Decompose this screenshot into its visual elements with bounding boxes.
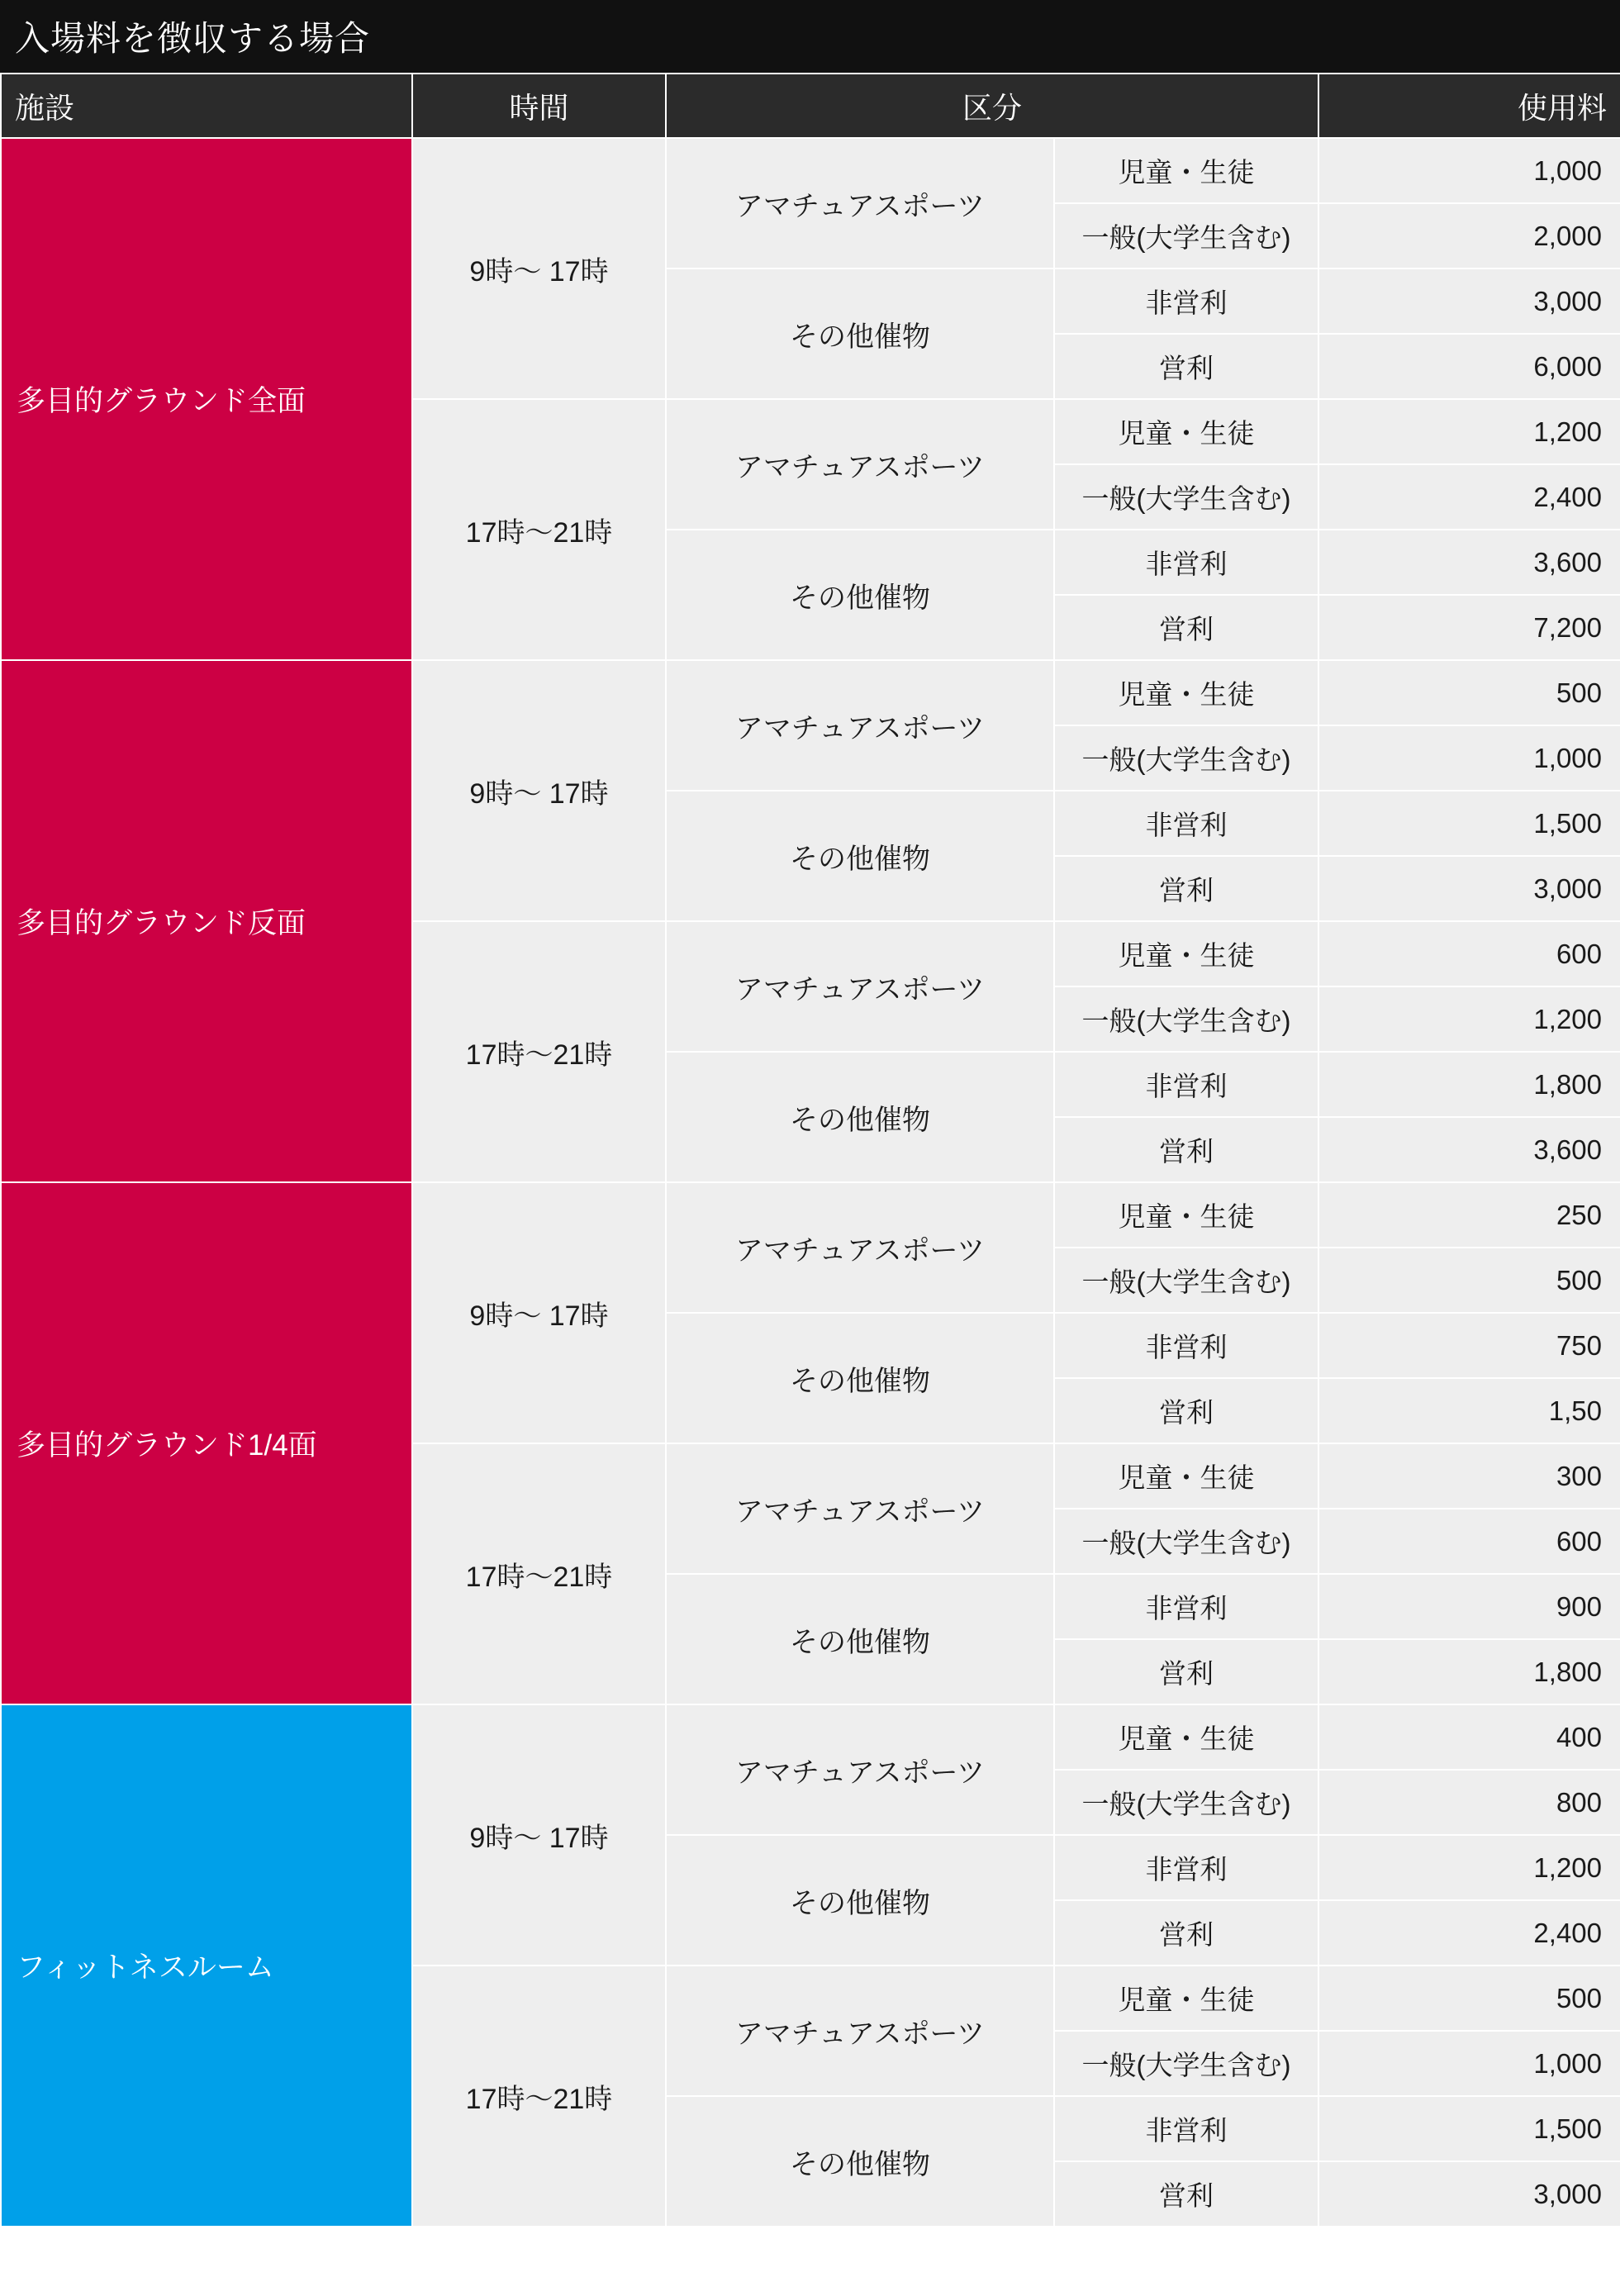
facility-name-cell: 多目的グラウンド1/4面: [1, 1182, 412, 1704]
subcategory-cell: 非営利: [1054, 269, 1318, 334]
category-cell: アマチュアスポーツ: [666, 1182, 1054, 1313]
subcategory-cell: 児童・生徒: [1054, 138, 1318, 203]
time-slot-cell: 9時〜 17時: [412, 660, 666, 921]
usage-fee-table: [0, 73, 1620, 2227]
subcategory-cell: 営利: [1054, 595, 1318, 660]
column-header-facility: 施設: [1, 74, 412, 138]
fee-cell: 500: [1318, 660, 1620, 725]
fee-cell: 500: [1318, 1248, 1620, 1313]
time-slot-cell: 17時〜21時: [412, 921, 666, 1182]
fee-cell: 2,400: [1318, 464, 1620, 530]
fee-cell: 1,200: [1318, 1835, 1620, 1900]
fee-cell: 300: [1318, 1443, 1620, 1509]
column-header-kind: 区分: [666, 74, 1318, 138]
subcategory-cell: 非営利: [1054, 1574, 1318, 1639]
subcategory-cell: 非営利: [1054, 1835, 1318, 1900]
subcategory-cell: 児童・生徒: [1054, 1182, 1318, 1248]
table-header: [1, 74, 1620, 138]
table-body: [1, 138, 1620, 2227]
category-cell: その他催物: [666, 1574, 1054, 1704]
time-slot-cell: 9時〜 17時: [412, 1182, 666, 1443]
time-slot-cell: 9時〜 17時: [412, 1704, 666, 1966]
fee-cell: 3,000: [1318, 269, 1620, 334]
category-cell: アマチュアスポーツ: [666, 1966, 1054, 2096]
table-row: [1, 1182, 1620, 1248]
subcategory-cell: 非営利: [1054, 791, 1318, 856]
subcategory-cell: 一般(大学生含む): [1054, 725, 1318, 791]
subcategory-cell: 営利: [1054, 334, 1318, 399]
subcategory-cell: 一般(大学生含む): [1054, 986, 1318, 1052]
subcategory-cell: 児童・生徒: [1054, 1704, 1318, 1770]
table-header-row: [1, 74, 1620, 138]
category-cell: その他催物: [666, 1313, 1054, 1443]
fee-cell: 600: [1318, 921, 1620, 986]
subcategory-cell: 一般(大学生含む): [1054, 464, 1318, 530]
time-slot-cell: 17時〜21時: [412, 1966, 666, 2227]
fee-cell: 600: [1318, 1509, 1620, 1574]
fee-cell: 1,50: [1318, 1378, 1620, 1443]
fee-cell: 800: [1318, 1770, 1620, 1835]
category-cell: アマチュアスポーツ: [666, 1443, 1054, 1574]
category-cell: アマチュアスポーツ: [666, 921, 1054, 1052]
subcategory-cell: 児童・生徒: [1054, 1966, 1318, 2031]
facility-name-cell: 多目的グラウンド反面: [1, 660, 412, 1182]
category-cell: その他催物: [666, 2096, 1054, 2227]
fee-cell: 1,500: [1318, 2096, 1620, 2161]
category-cell: アマチュアスポーツ: [666, 138, 1054, 269]
page-title-bar: [0, 0, 1620, 73]
table-row: [1, 660, 1620, 725]
subcategory-cell: 営利: [1054, 2161, 1318, 2227]
fee-cell: 400: [1318, 1704, 1620, 1770]
fee-cell: 2,000: [1318, 203, 1620, 269]
fee-cell: 900: [1318, 1574, 1620, 1639]
page-title: 入場料を徴収する場合: [15, 19, 371, 58]
facility-name-cell: 多目的グラウンド全面: [1, 138, 412, 660]
fee-cell: 1,200: [1318, 399, 1620, 464]
time-slot-cell: 17時〜21時: [412, 1443, 666, 1704]
fee-cell: 1,000: [1318, 725, 1620, 791]
fee-cell: 1,200: [1318, 986, 1620, 1052]
fee-cell: 6,000: [1318, 334, 1620, 399]
fee-cell: 3,000: [1318, 2161, 1620, 2227]
subcategory-cell: 児童・生徒: [1054, 660, 1318, 725]
subcategory-cell: 児童・生徒: [1054, 921, 1318, 986]
fee-cell: 1,800: [1318, 1639, 1620, 1704]
subcategory-cell: 一般(大学生含む): [1054, 203, 1318, 269]
category-cell: その他催物: [666, 791, 1054, 921]
category-cell: その他催物: [666, 530, 1054, 660]
fee-cell: 750: [1318, 1313, 1620, 1378]
subcategory-cell: 営利: [1054, 1639, 1318, 1704]
time-slot-cell: 9時〜 17時: [412, 138, 666, 399]
column-header-fee: 使用料: [1318, 74, 1620, 138]
subcategory-cell: 営利: [1054, 1117, 1318, 1182]
fee-cell: 7,200: [1318, 595, 1620, 660]
fee-cell: 250: [1318, 1182, 1620, 1248]
subcategory-cell: 児童・生徒: [1054, 399, 1318, 464]
subcategory-cell: 営利: [1054, 856, 1318, 921]
subcategory-cell: 非営利: [1054, 530, 1318, 595]
fee-cell: 1,000: [1318, 2031, 1620, 2096]
fee-cell: 1,800: [1318, 1052, 1620, 1117]
fee-cell: 2,400: [1318, 1900, 1620, 1966]
column-header-time: 時間: [412, 74, 666, 138]
subcategory-cell: 一般(大学生含む): [1054, 1248, 1318, 1313]
facility-name-cell: フィットネスルーム: [1, 1704, 412, 2227]
time-slot-cell: 17時〜21時: [412, 399, 666, 660]
fee-cell: 1,500: [1318, 791, 1620, 856]
category-cell: アマチュアスポーツ: [666, 660, 1054, 791]
table-row: [1, 138, 1620, 203]
fee-cell: 3,600: [1318, 1117, 1620, 1182]
category-cell: その他催物: [666, 1835, 1054, 1966]
table-row: [1, 1704, 1620, 1770]
subcategory-cell: 一般(大学生含む): [1054, 2031, 1318, 2096]
category-cell: その他催物: [666, 269, 1054, 399]
fee-cell: 3,000: [1318, 856, 1620, 921]
subcategory-cell: 非営利: [1054, 1052, 1318, 1117]
subcategory-cell: 児童・生徒: [1054, 1443, 1318, 1509]
subcategory-cell: 一般(大学生含む): [1054, 1509, 1318, 1574]
category-cell: アマチュアスポーツ: [666, 1704, 1054, 1835]
category-cell: アマチュアスポーツ: [666, 399, 1054, 530]
category-cell: その他催物: [666, 1052, 1054, 1182]
fee-cell: 500: [1318, 1966, 1620, 2031]
fee-cell: 3,600: [1318, 530, 1620, 595]
subcategory-cell: 非営利: [1054, 2096, 1318, 2161]
subcategory-cell: 一般(大学生含む): [1054, 1770, 1318, 1835]
subcategory-cell: 営利: [1054, 1378, 1318, 1443]
subcategory-cell: 営利: [1054, 1900, 1318, 1966]
subcategory-cell: 非営利: [1054, 1313, 1318, 1378]
fee-cell: 1,000: [1318, 138, 1620, 203]
